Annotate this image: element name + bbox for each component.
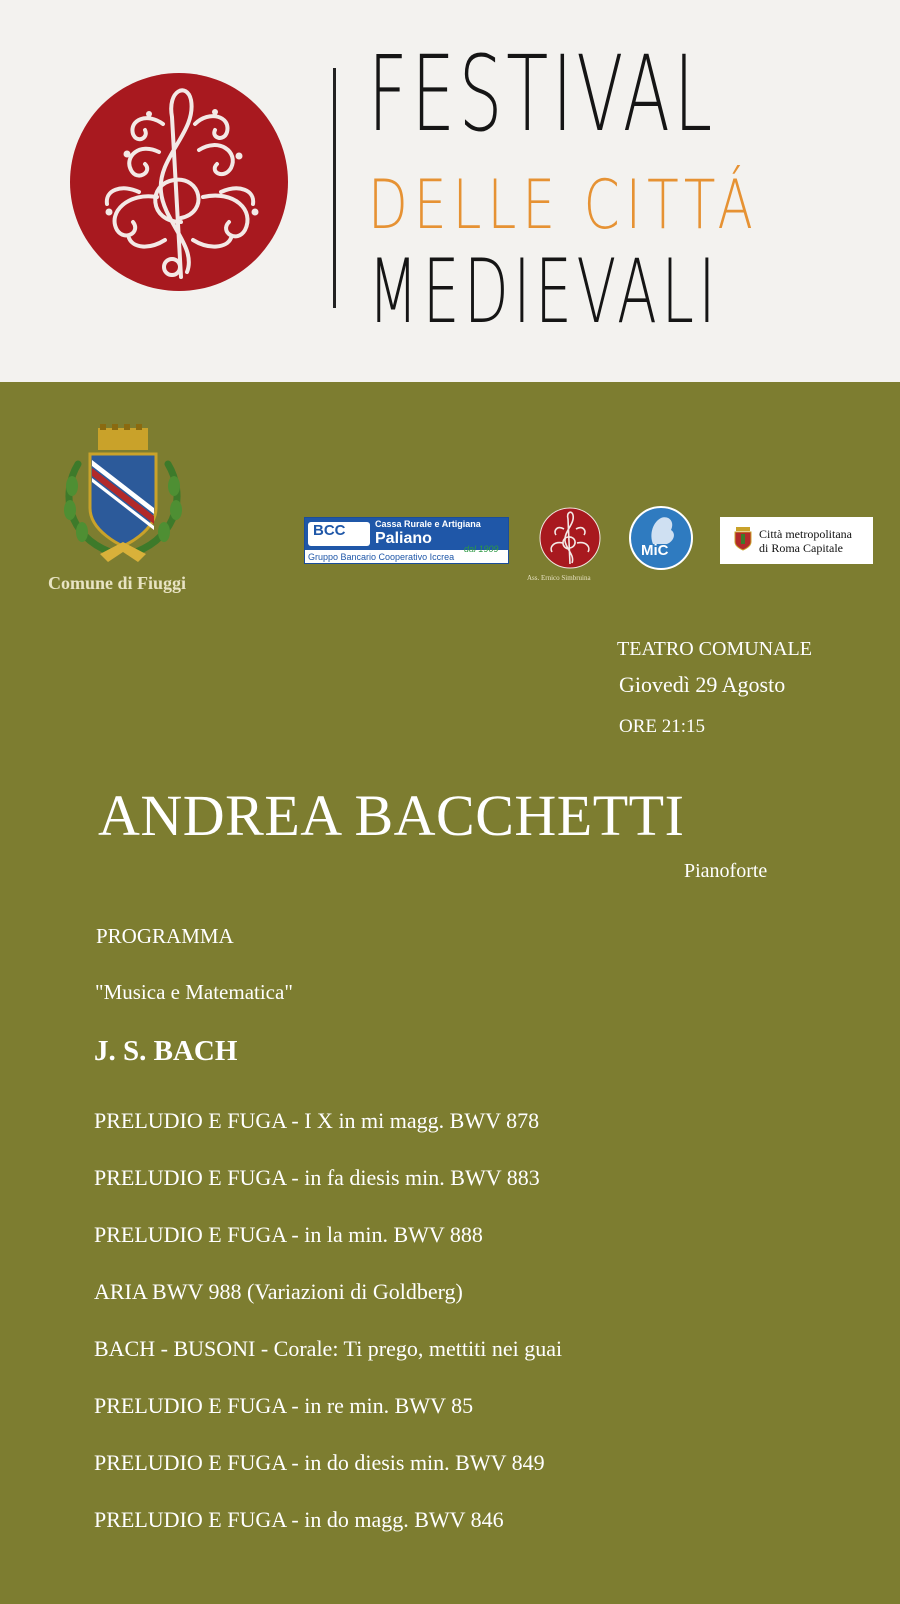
bcc-small-text: Cassa Rurale e Artigiana: [375, 519, 481, 529]
instrument-label: Pianoforte: [684, 860, 768, 882]
citta-text: Città metropolitana di Roma Capitale: [759, 527, 852, 555]
mic-logo: [629, 506, 693, 570]
festival-title-line2: DELLE CITTÁ: [368, 166, 759, 245]
bcc-gruppo: Gruppo Bancario Cooperativo Iccrea: [308, 552, 455, 562]
festival-title-line3: MEDIEVALI: [368, 240, 721, 343]
venue-label: TEATRO COMUNALE: [617, 638, 812, 660]
bcc-mark: BCC: [313, 522, 346, 539]
comune-label: Comune di Fiuggi: [48, 573, 187, 593]
comune-crest-icon: [58, 424, 188, 568]
mic-figure-icon: [631, 510, 691, 546]
composer-name: J. S. BACH: [94, 1035, 238, 1067]
program-item: PRELUDIO E FUGA - in do magg. BWV 846: [94, 1507, 504, 1532]
bcc-dal: dal 1909: [464, 544, 499, 554]
artist-name: ANDREA BACCHETTI: [98, 783, 685, 848]
treble-clef-logo-icon: [69, 72, 289, 292]
bcc-name: Paliano: [375, 530, 432, 547]
header-divider: [333, 68, 336, 308]
program-item: BACH - BUSONI - Corale: Ti prego, mettiti nei guai: [94, 1336, 563, 1361]
bcc-logo: [304, 517, 509, 564]
program-item: PRELUDIO E FUGA - I X in mi magg. BWV 878: [94, 1108, 540, 1133]
citta-shield-icon: [734, 527, 752, 551]
ass-treble-clef-icon: [539, 507, 601, 569]
ass-label: Ass. Ernico Simbruina: [527, 574, 591, 582]
event-time: ORE 21:15: [619, 716, 706, 737]
program-subtitle: "Musica e Matematica": [95, 980, 293, 1004]
program-item: PRELUDIO E FUGA - in fa diesis min. BWV 883: [94, 1165, 540, 1190]
festival-header: [0, 0, 900, 382]
program-item: PRELUDIO E FUGA - in do diesis min. BWV 849: [94, 1450, 545, 1475]
program-item: PRELUDIO E FUGA - in la min. BWV 888: [94, 1222, 483, 1247]
program-item: PRELUDIO E FUGA - in re min. BWV 85: [94, 1393, 474, 1418]
citta-metropolitana-logo: [720, 517, 873, 564]
mic-label: MiC: [641, 542, 669, 559]
festival-title-line1: FESTIVAL: [368, 33, 717, 155]
program-item: ARIA BWV 988 (Variazioni di Goldberg): [94, 1279, 463, 1304]
event-date: Giovedì 29 Agosto: [619, 672, 786, 697]
program-heading: PROGRAMMA: [96, 924, 234, 948]
